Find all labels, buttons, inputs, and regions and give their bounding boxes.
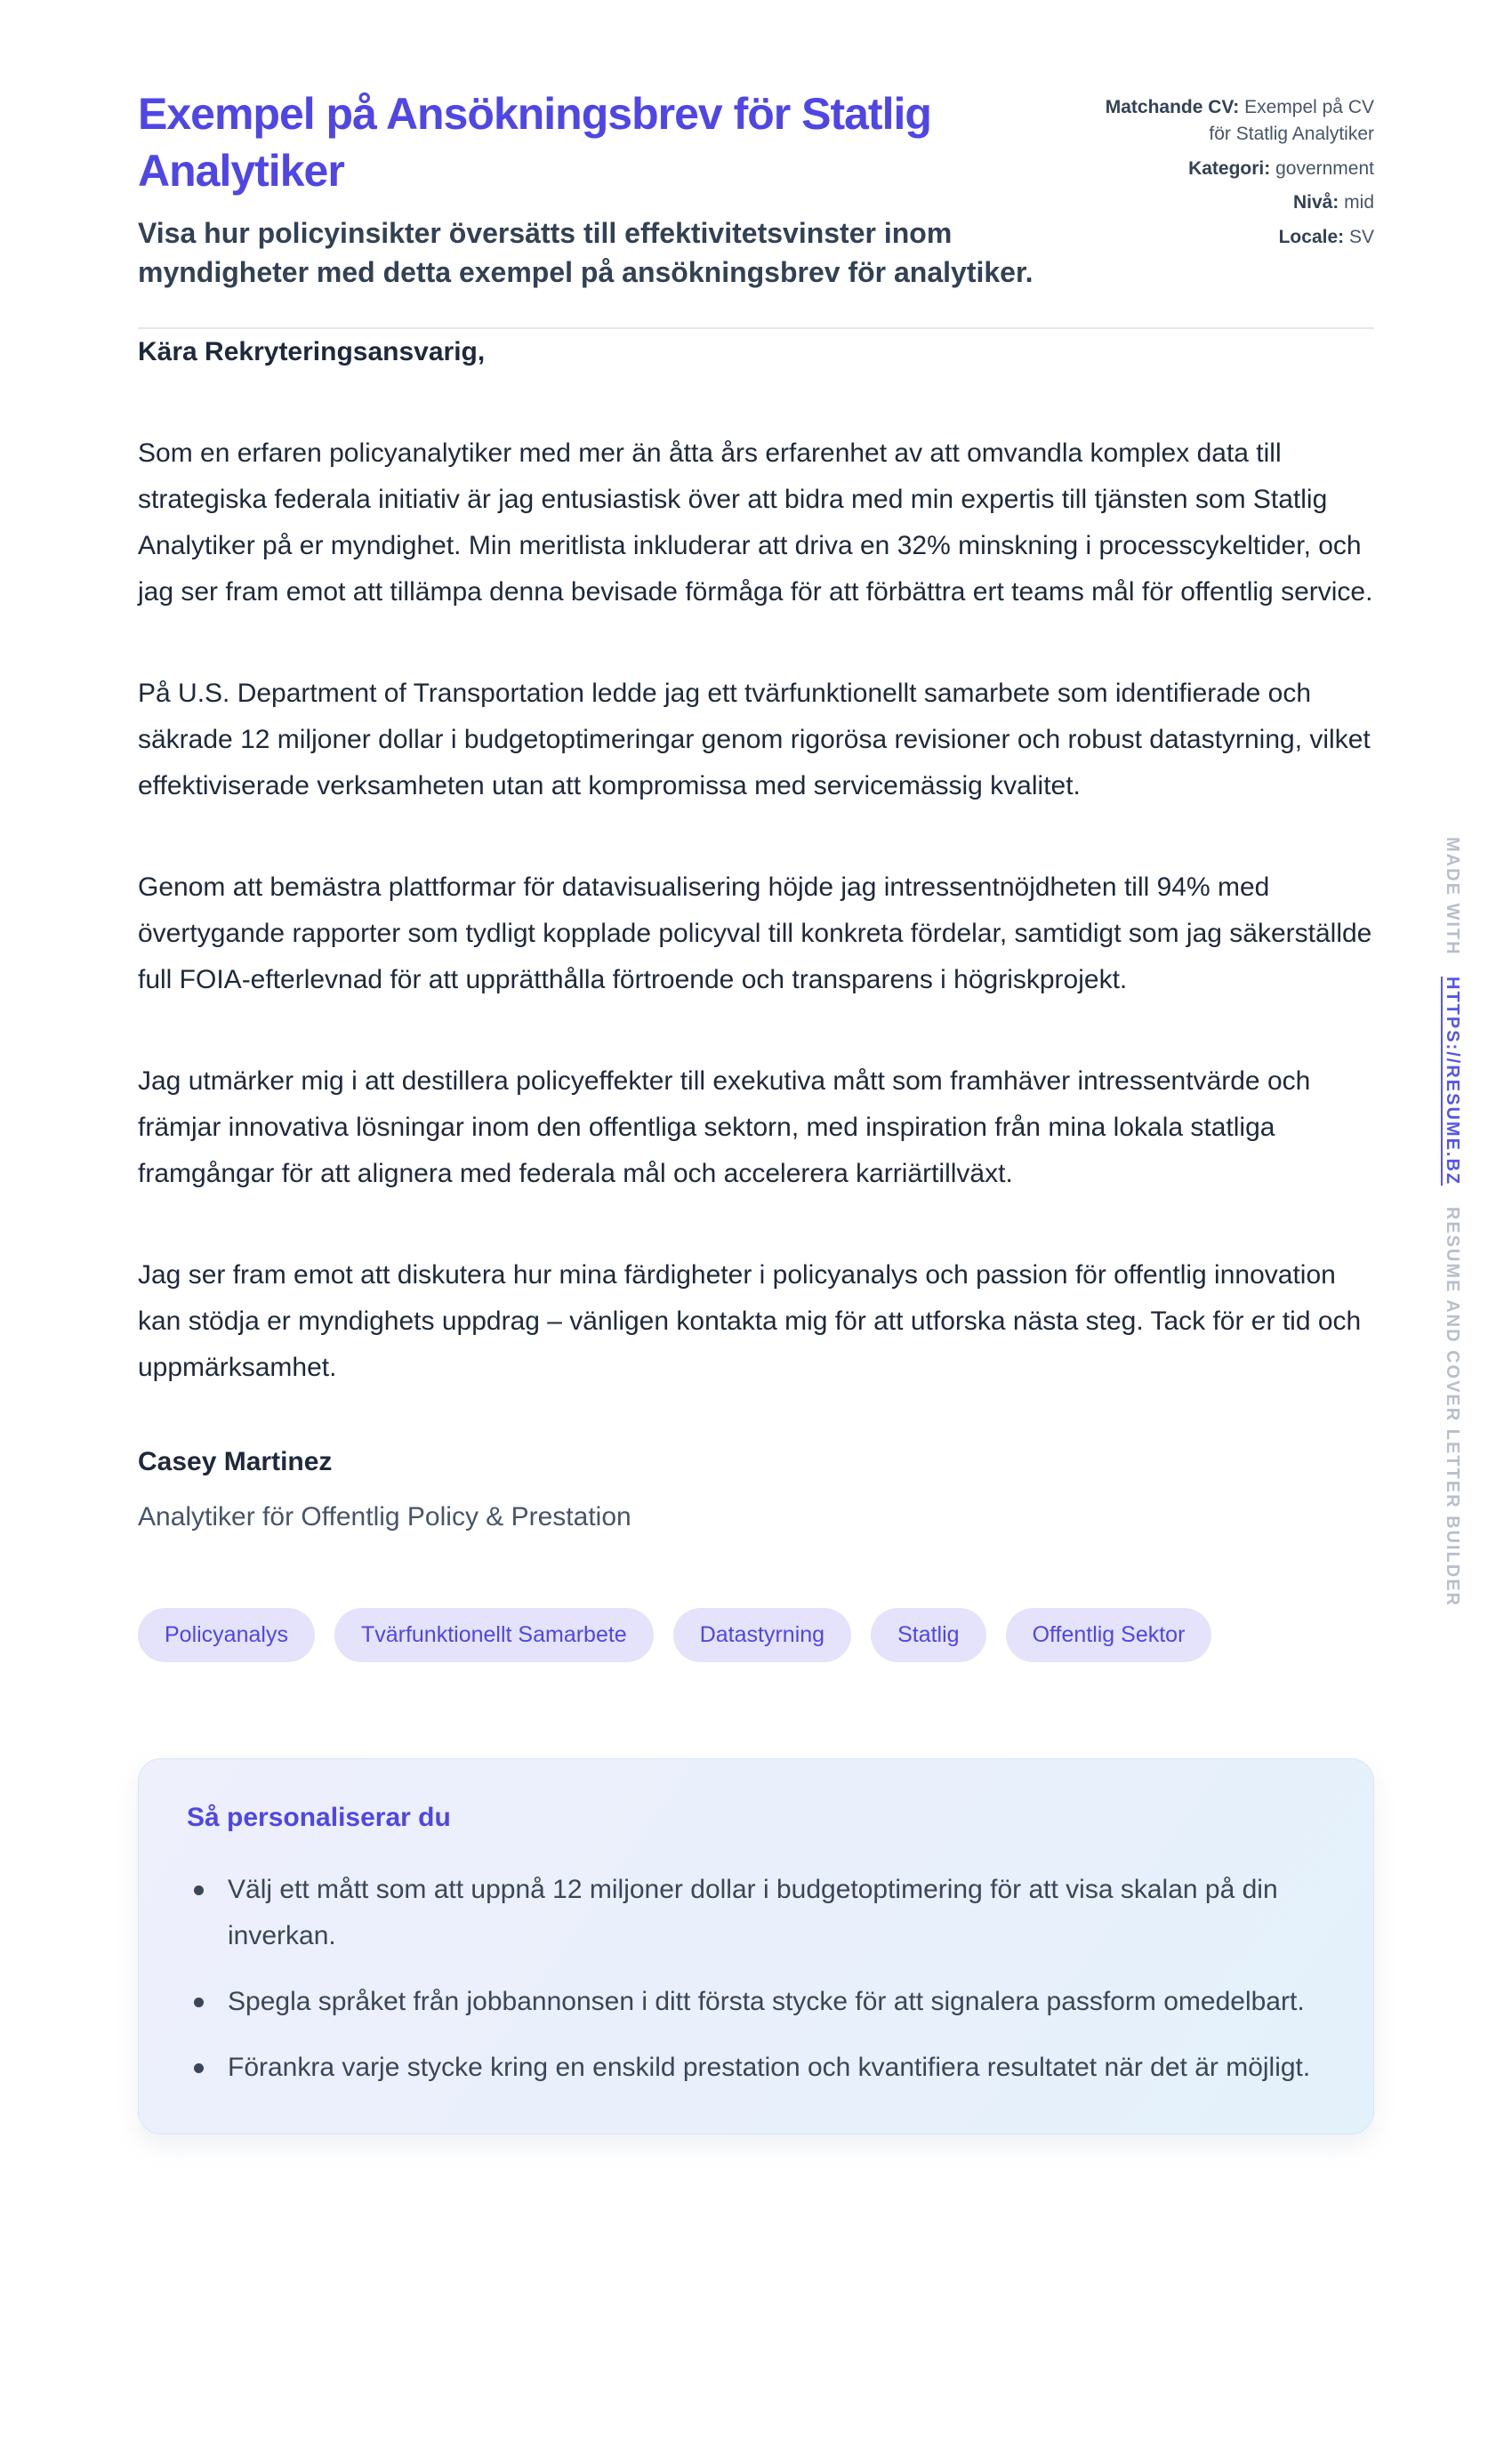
watermark-url-link[interactable]: HTTPS://RESUME.BZ bbox=[1443, 977, 1462, 1186]
letter-body bbox=[138, 329, 1374, 1391]
personalization-tips-card bbox=[138, 1758, 1374, 2134]
signature-role: Analytiker för Offentlig Policy & Prestation bbox=[138, 1502, 631, 1532]
tips-title: Så personaliserar du bbox=[187, 1803, 451, 1833]
tip-item: Förankra varje stycke kring en enskild prestation och kvantifiera resultatet när det är möjligt. bbox=[187, 2045, 1325, 2091]
locale-value: SV bbox=[1348, 227, 1374, 248]
page-title: Exempel på Ansökningsbrev för Statlig Analytiker bbox=[138, 89, 931, 196]
letter-greeting: Kära Rekryteringsansvarig, bbox=[138, 337, 486, 367]
level-label: Nivå: bbox=[1292, 192, 1339, 213]
tip-item: Välj ett mått som att uppnå 12 miljoner dollar i budgetoptimering för att visa skalan på din inverkan. bbox=[187, 1867, 1325, 1959]
tag-tvarfunktionellt-samarbete: Tvärfunktionellt Samarbete bbox=[334, 1608, 654, 1662]
signature-block bbox=[138, 1446, 1374, 1533]
letter-paragraph: På U.S. Department of Transportation ledde jag ett tvärfunktionellt samarbete som identifierade och säkrade 12 miljoner dollar i budgetoptimeringar genom rigorösa revisioner och robust datastyrning, vilket effektiviserade verksamheten utan att kompromissa med servicemässig kvalitet. bbox=[138, 679, 1371, 801]
watermark-tagline: RESUME AND COVER LETTER BUILDER bbox=[1443, 1206, 1462, 1607]
category-label: Kategori: bbox=[1188, 157, 1271, 179]
letter-paragraph: Jag utmärker mig i att destillera policyeffekter till exekutiva mått som framhäver intressentvärde och främjar innovativa lösningar inom den offentliga sektorn, med inspiration från mina lokala statliga framgångar för att alignera med federala mål och accelerera karriärtillväxt. bbox=[138, 1066, 1311, 1189]
tag-policyanalys: Policyanalys bbox=[138, 1608, 315, 1662]
meta-panel bbox=[1103, 85, 1374, 259]
tag-statlig: Statlig bbox=[871, 1608, 985, 1662]
locale-label: Locale: bbox=[1278, 227, 1345, 248]
tag-datastyrning: Datastyrning bbox=[673, 1608, 851, 1662]
tips-list bbox=[187, 1867, 1325, 2091]
matching-cv-label: Matchande CV: bbox=[1105, 97, 1240, 117]
letter-paragraph: Som en erfaren policyanalytiker med mer än åtta års erfarenhet av att omvandla komplex data till strategiska federala initiativ är jag entusiastisk över att bidra med min expertis till tjänsten som Statlig Analytiker på er myndighet. Min meritlista inkluderar att driva en 32% minskning i processcykeltider, och jag ser fram emot att tillämpa denna bevisade förmåga för att förbättra ert teams mål för offentlig service. bbox=[138, 438, 1373, 607]
watermark-made-with: MADE WITH bbox=[1443, 837, 1462, 956]
category-value: government bbox=[1275, 157, 1374, 179]
keyword-tags bbox=[138, 1608, 1374, 1662]
tag-offentlig-sektor: Offentlig Sektor bbox=[1006, 1608, 1212, 1662]
page-header bbox=[138, 85, 1374, 292]
matching-cv-link[interactable]: Exempel på CV för Statlig Analytiker bbox=[1209, 97, 1374, 144]
signature-name: Casey Martinez bbox=[138, 1447, 333, 1477]
tip-item: Spegla språket från jobbannonsen i ditt första stycke för att signalera passform omedelbart. bbox=[187, 1979, 1325, 2025]
letter-paragraph: Jag ser fram emot att diskutera hur mina färdigheter i policyanalys och passion för offentlig innovation kan stödja er myndighets uppdrag – vänligen kontakta mig för att utforska nästa steg. Tack för er tid och uppmärksamhet. bbox=[138, 1260, 1362, 1383]
meta-row-matching-cv bbox=[1103, 94, 1374, 148]
site-watermark bbox=[1442, 837, 1462, 1607]
page-subtitle: Visa hur policyinsikter översätts till effektivitetsvinster inom myndigheter med detta exempel på ansökningsbrev för analytiker. bbox=[138, 217, 1033, 289]
meta-row-locale bbox=[1103, 224, 1374, 251]
letter-paragraph: Genom att bemästra plattformar för datavisualisering höjde jag intressentnöjdheten till 94% med övertygande rapporter som tydligt kopplade policyval till konkreta fördelar, samtidigt som jag säkerställde full FOIA-efterlevnad för att upprätthålla förtroende och transparens i högriskprojekt. bbox=[138, 872, 1372, 995]
header-title-block bbox=[138, 85, 1103, 292]
meta-row-category bbox=[1103, 156, 1374, 182]
level-value: mid bbox=[1344, 192, 1374, 213]
meta-row-level bbox=[1103, 189, 1374, 216]
